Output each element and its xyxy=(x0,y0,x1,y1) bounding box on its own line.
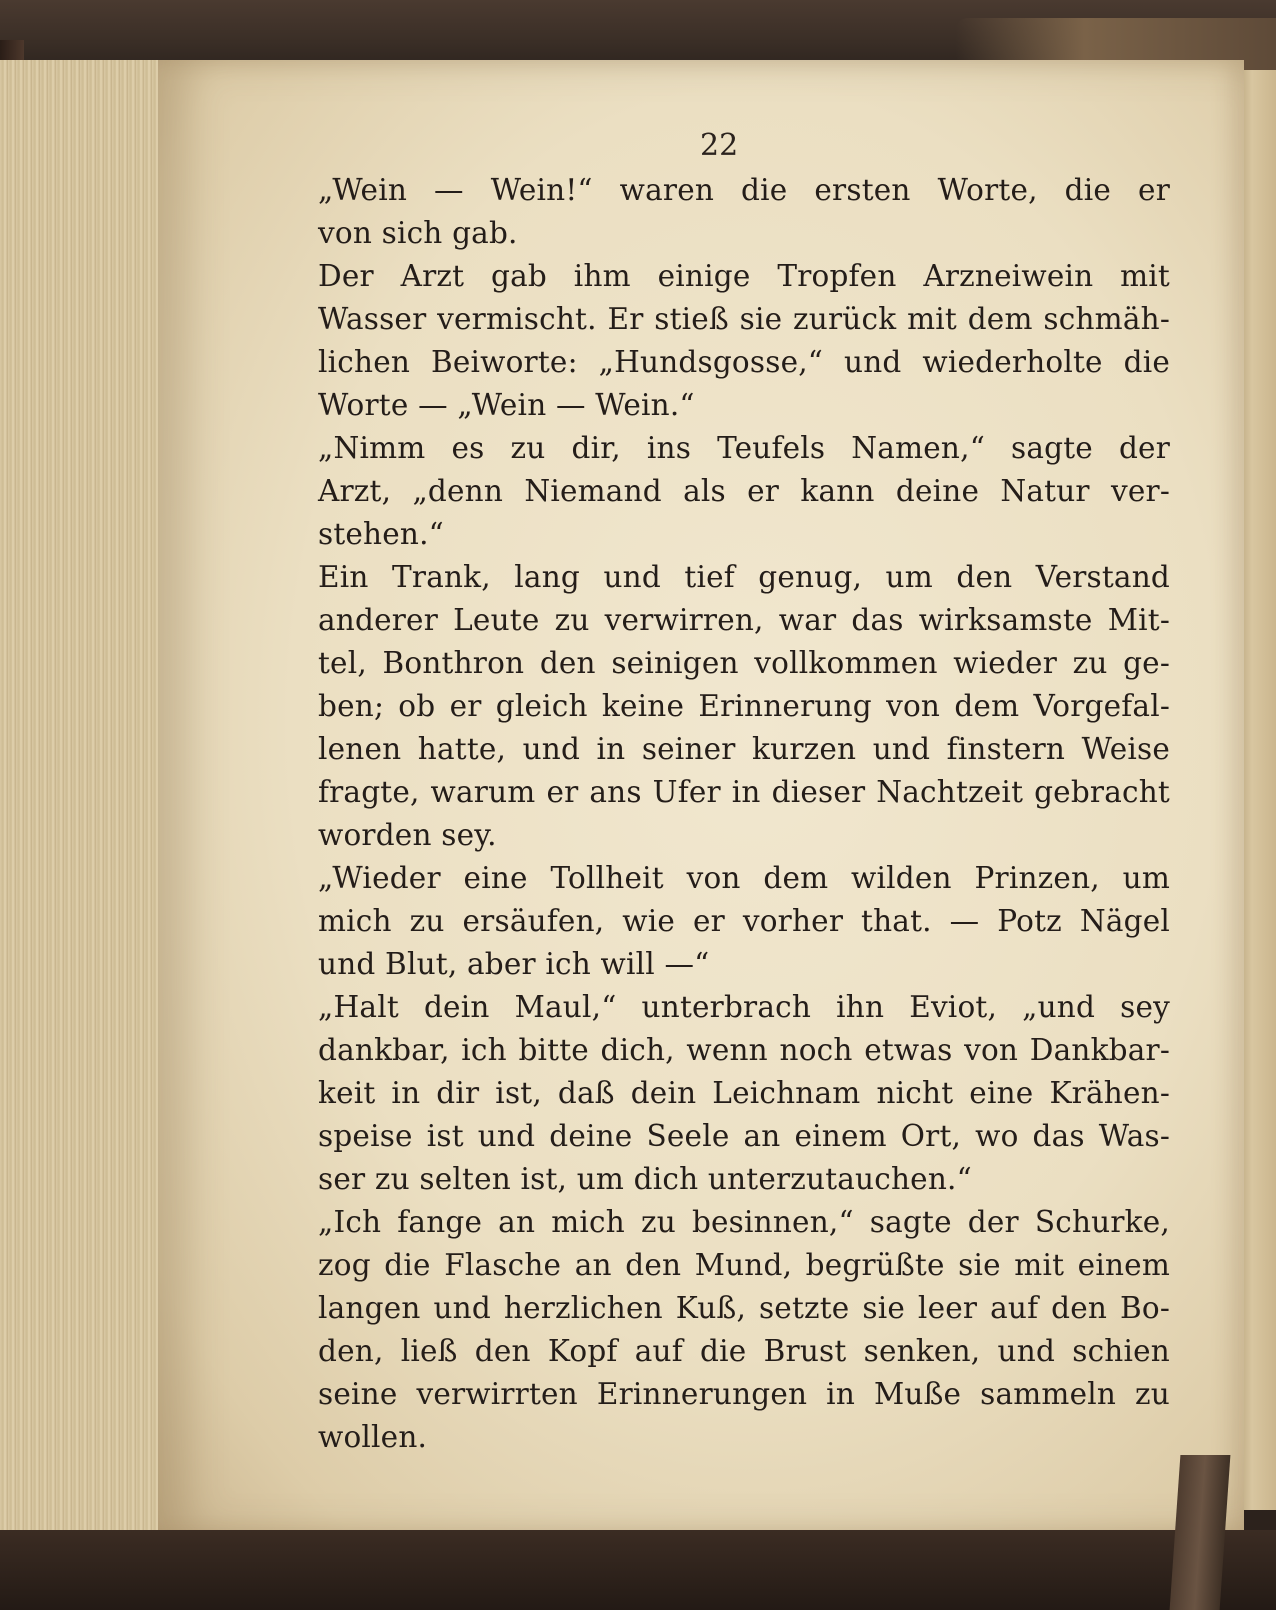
text-line: seine verwirrten Erinnerungen in Muße sammeln zu xyxy=(318,1377,1170,1411)
text-line: „Ich fange an mich zu besinnen,“ sagte der Schurke, xyxy=(318,1205,1170,1239)
text-line: „Wieder eine Tollheit von dem wilden Prinzen, um xyxy=(318,861,1170,895)
text-line: „Halt dein Maul,“ unterbrach ihn Eviot, „und sey xyxy=(318,990,1170,1024)
text-line: worden sey. xyxy=(318,818,497,852)
text-line: „Nimm es zu dir, ins Teufels Namen,“ sagte der xyxy=(318,431,1170,465)
text-line: Worte — „Wein — Wein.“ xyxy=(318,388,695,422)
text-line: keit in dir ist, daß dein Leichnam nicht eine Krähen- xyxy=(318,1076,1170,1110)
text-line: lichen Beiworte: „Hundsgosse,“ und wiederholte die xyxy=(318,345,1170,379)
text-line: speise ist und deine Seele an einem Ort, wo das Was- xyxy=(318,1119,1170,1153)
text-line: tel, Bonthron den seinigen vollkommen wieder zu ge- xyxy=(318,646,1170,680)
text-line: dankbar, ich bitte dich, wenn noch etwas von Dankbar- xyxy=(318,1033,1170,1067)
text-line: langen und herzlichen Kuß, setzte sie leer auf den Bo- xyxy=(318,1291,1170,1325)
text-line: wollen. xyxy=(318,1420,428,1454)
text-line: Der Arzt gab ihm einige Tropfen Arzneiwein mit xyxy=(318,259,1170,293)
text-line: und Blut, aber ich will —“ xyxy=(318,947,710,981)
text-line: Wasser vermischt. Er stieß sie zurück mit dem schmäh- xyxy=(318,302,1170,336)
text-line: von sich gab. xyxy=(318,216,518,250)
text-line: anderer Leute zu verwirren, war das wirksamste Mit- xyxy=(318,603,1170,637)
text-line: stehen.“ xyxy=(318,517,444,551)
text-line: „Wein — Wein!“ waren die ersten Worte, die er xyxy=(318,173,1170,207)
text-line: ben; ob er gleich keine Erinnerung von dem Vorgefal- xyxy=(318,689,1170,723)
text-line: lenen hatte, und in seiner kurzen und finstern Weise xyxy=(318,732,1170,766)
book-bottom-edge xyxy=(0,1530,1276,1610)
text-line: ser zu selten ist, um dich unterzutauchen.“ xyxy=(318,1162,972,1196)
text-line: den, ließ den Kopf auf die Brust senken, und schien xyxy=(318,1334,1170,1368)
page-edges-stack xyxy=(0,60,177,1540)
text-line: fragte, warum er ans Ufer in dieser Nachtzeit gebracht xyxy=(318,775,1170,809)
text-line: zog die Flasche an den Mund, begrüßte sie mit einem xyxy=(318,1248,1170,1282)
page-number: 22 xyxy=(700,128,739,163)
text-line: Ein Trank, lang und tief genug, um den Verstand xyxy=(318,560,1170,594)
page-text xyxy=(318,170,1170,1490)
text-line: Arzt, „denn Niemand als er kann deine Natur ver- xyxy=(318,474,1170,508)
text-line: mich zu ersäufen, wie er vorher that. — Potz Nägel xyxy=(318,904,1170,938)
